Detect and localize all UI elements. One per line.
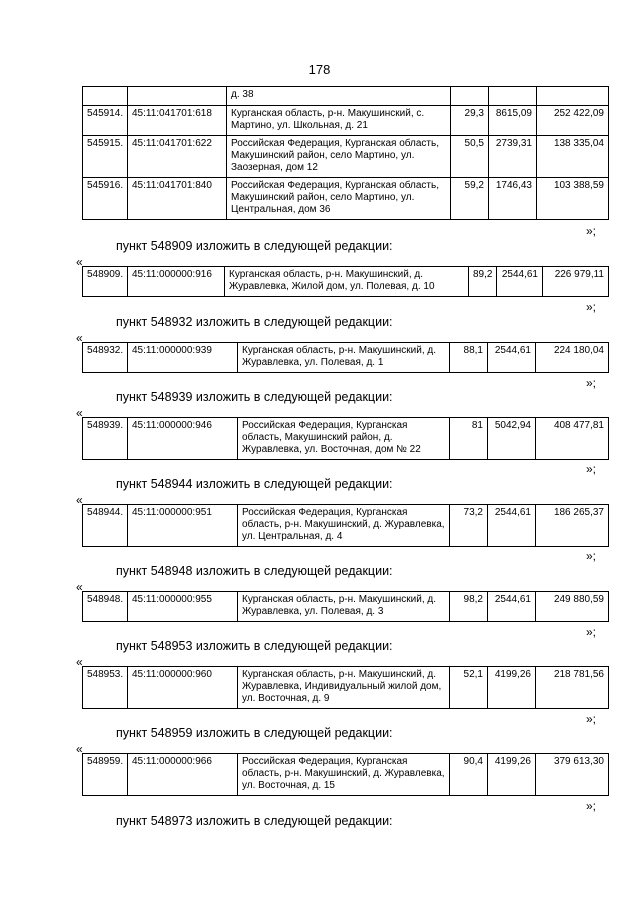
table-row xyxy=(83,87,609,106)
table-row xyxy=(83,592,609,622)
row-number: 548932. xyxy=(83,343,128,373)
table-row xyxy=(83,505,609,547)
address: Российская Федерация, Курганская область, р-н. Макушинский, д. Журавлевка, ул. Центральная, д. 4 xyxy=(238,505,450,547)
amendment-heading: пункт 548959 изложить в следующей редакции: xyxy=(116,726,393,740)
area: 73,2 xyxy=(450,505,488,547)
cadastral-cost: 408 477,81 xyxy=(536,418,609,460)
amendment-heading: пункт 548909 изложить в следующей редакции: xyxy=(116,239,393,253)
opening-quote: « xyxy=(76,331,83,345)
table-row xyxy=(83,754,609,796)
row-number: 548959. xyxy=(83,754,128,796)
cadastral-number: 45:11:041701:618 xyxy=(128,106,227,136)
registry-table xyxy=(82,417,609,460)
row-number: 545915. xyxy=(83,136,128,178)
specific-cost xyxy=(489,87,537,106)
cadastral-cost: 226 979,11 xyxy=(543,267,609,297)
specific-cost: 2544,61 xyxy=(488,343,536,373)
cadastral-number: 45:11:000000:939 xyxy=(128,343,238,373)
cadastral-number: 45:11:000000:946 xyxy=(128,418,238,460)
area: 29,3 xyxy=(451,106,489,136)
opening-quote: « xyxy=(76,406,83,420)
cadastral-cost xyxy=(537,87,609,106)
cadastral-number: 45:11:041701:840 xyxy=(128,178,227,220)
table-row xyxy=(83,178,609,220)
specific-cost: 4199,26 xyxy=(488,754,536,796)
amendment-heading: пункт 548944 изложить в следующей редакции: xyxy=(116,477,393,491)
specific-cost: 2544,61 xyxy=(488,505,536,547)
specific-cost: 2739,31 xyxy=(489,136,537,178)
cadastral-cost: 186 265,37 xyxy=(536,505,609,547)
address: Курганская область, р-н. Макушинский, д. Журавлевка, Индивидуальный жилой дом, ул. Восточная, д. 9 xyxy=(238,667,450,709)
amendment-heading: пункт 548939 изложить в следующей редакции: xyxy=(116,390,393,404)
opening-quote: « xyxy=(76,255,83,269)
amendment-heading: пункт 548953 изложить в следующей редакции: xyxy=(116,639,393,653)
area: 88,1 xyxy=(450,343,488,373)
area: 90,4 xyxy=(450,754,488,796)
closing-quote: »; xyxy=(586,300,597,314)
registry-table xyxy=(82,666,609,709)
row-number: 548939. xyxy=(83,418,128,460)
opening-quote: « xyxy=(76,655,83,669)
address: Курганская область, р-н. Макушинский, д. Журавлевка, ул. Полевая, д. 1 xyxy=(238,343,450,373)
cadastral-cost: 224 180,04 xyxy=(536,343,609,373)
closing-quote: »; xyxy=(586,224,597,238)
opening-quote: « xyxy=(76,742,83,756)
table-row xyxy=(83,667,609,709)
amendment-heading: пункт 548948 изложить в следующей редакции: xyxy=(116,564,393,578)
cadastral-cost: 249 880,59 xyxy=(536,592,609,622)
area: 59,2 xyxy=(451,178,489,220)
cadastral-number xyxy=(128,87,227,106)
registry-table-continued xyxy=(82,86,609,220)
registry-table xyxy=(82,504,609,547)
closing-quote: »; xyxy=(586,549,597,563)
specific-cost: 8615,09 xyxy=(489,106,537,136)
address: Российская Федерация, Курганская область, Макушинский район, село Мартино, ул. Центральная, дом 36 xyxy=(227,178,451,220)
area: 89,2 xyxy=(469,267,497,297)
table-row xyxy=(83,136,609,178)
address: Российская Федерация, Курганская область, р-н. Макушинский, д. Журавлевка, ул. Восточная, д. 15 xyxy=(238,754,450,796)
table-row xyxy=(83,106,609,136)
specific-cost: 5042,94 xyxy=(488,418,536,460)
opening-quote: « xyxy=(76,493,83,507)
cadastral-cost: 103 388,59 xyxy=(537,178,609,220)
closing-quote: »; xyxy=(586,712,597,726)
cadastral-cost: 379 613,30 xyxy=(536,754,609,796)
closing-quote: »; xyxy=(586,462,597,476)
address: Российская Федерация, Курганская область, Макушинский район, д. Журавлевка, ул. Восточная, дом № 22 xyxy=(238,418,450,460)
row-number: 545914. xyxy=(83,106,128,136)
specific-cost: 2544,61 xyxy=(497,267,543,297)
closing-quote: »; xyxy=(586,799,597,813)
registry-table xyxy=(82,342,609,373)
opening-quote: « xyxy=(76,580,83,594)
cadastral-cost: 252 422,09 xyxy=(537,106,609,136)
area: 98,2 xyxy=(450,592,488,622)
row-number: 548953. xyxy=(83,667,128,709)
row-number xyxy=(83,87,128,106)
cadastral-number: 45:11:000000:955 xyxy=(128,592,238,622)
row-number: 548944. xyxy=(83,505,128,547)
address: Курганская область, р-н. Макушинский, д. Журавлевка, Жилой дом, ул. Полевая, д. 10 xyxy=(225,267,469,297)
row-number: 548909. xyxy=(83,267,128,297)
cadastral-number: 45:11:000000:960 xyxy=(128,667,238,709)
specific-cost: 1746,43 xyxy=(489,178,537,220)
cadastral-number: 45:11:000000:966 xyxy=(128,754,238,796)
area: 52,1 xyxy=(450,667,488,709)
address: Курганская область, р-н. Макушинский, д. Журавлевка, ул. Полевая, д. 3 xyxy=(238,592,450,622)
address: Курганская область, р-н. Макушинский, с. Мартино, ул. Школьная, д. 21 xyxy=(227,106,451,136)
registry-table xyxy=(82,591,609,622)
amendment-heading: пункт 548932 изложить в следующей редакции: xyxy=(116,315,393,329)
address: Российская Федерация, Курганская область, Макушинский район, село Мартино, ул. Заозерная, дом 12 xyxy=(227,136,451,178)
cadastral-number: 45:11:000000:951 xyxy=(128,505,238,547)
cadastral-number: 45:11:000000:916 xyxy=(128,267,225,297)
cadastral-cost: 138 335,04 xyxy=(537,136,609,178)
specific-cost: 2544,61 xyxy=(488,592,536,622)
cadastral-cost: 218 781,56 xyxy=(536,667,609,709)
table-row xyxy=(83,418,609,460)
row-number: 545916. xyxy=(83,178,128,220)
closing-quote: »; xyxy=(586,376,597,390)
area: 81 xyxy=(450,418,488,460)
area: 50,5 xyxy=(451,136,489,178)
cadastral-number: 45:11:041701:622 xyxy=(128,136,227,178)
page-number: 178 xyxy=(308,62,331,77)
area xyxy=(451,87,489,106)
table-row xyxy=(83,267,609,297)
closing-quote: »; xyxy=(586,625,597,639)
specific-cost: 4199,26 xyxy=(488,667,536,709)
table-row xyxy=(83,343,609,373)
row-number: 548948. xyxy=(83,592,128,622)
registry-table xyxy=(82,753,609,796)
amendment-heading: пункт 548973 изложить в следующей редакции: xyxy=(116,814,393,828)
registry-table xyxy=(82,266,609,297)
address: д. 38 xyxy=(227,87,451,106)
